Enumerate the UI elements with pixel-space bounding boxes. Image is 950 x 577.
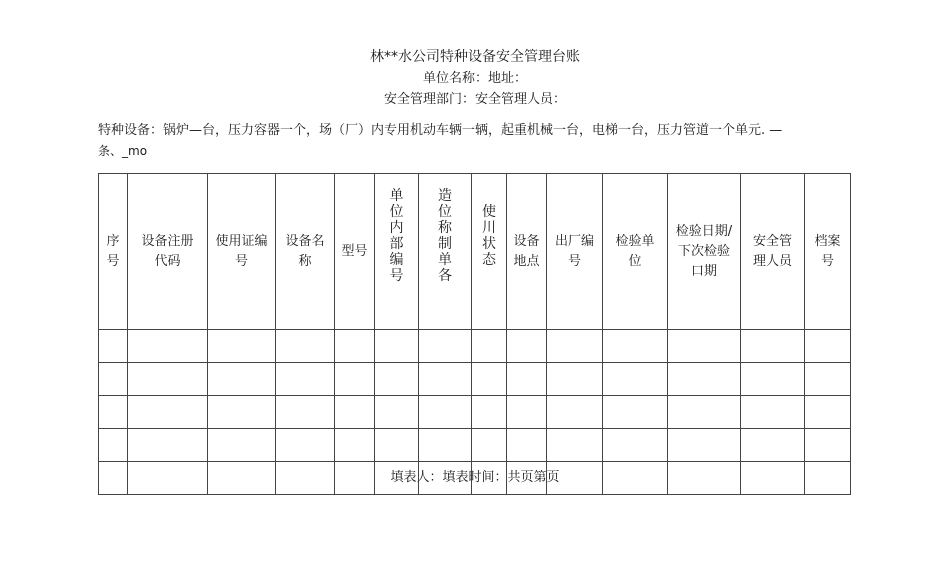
table-cell bbox=[419, 330, 472, 363]
table-cell bbox=[335, 396, 375, 429]
table-cell bbox=[375, 429, 419, 462]
table-cell bbox=[276, 396, 335, 429]
col-archive-number: 档案号 bbox=[805, 174, 851, 330]
table-cell bbox=[419, 363, 472, 396]
table-cell bbox=[805, 363, 851, 396]
unit-line: 单位名称：地址： bbox=[422, 71, 527, 86]
table-cell bbox=[668, 429, 741, 462]
table-cell bbox=[547, 330, 603, 363]
table-cell bbox=[507, 363, 547, 396]
table-cell bbox=[741, 396, 805, 429]
equipment-description bbox=[98, 120, 858, 162]
table-cell bbox=[208, 363, 276, 396]
table-cell bbox=[128, 363, 208, 396]
table-cell bbox=[276, 363, 335, 396]
table-cell bbox=[741, 363, 805, 396]
col-safety-manager: 安全管理人员 bbox=[741, 174, 805, 330]
table-cell bbox=[99, 363, 128, 396]
table-cell bbox=[472, 429, 507, 462]
footer-line: 填表人：填表时间：共页第页 bbox=[390, 470, 560, 485]
table-cell bbox=[603, 330, 668, 363]
table-cell bbox=[128, 429, 208, 462]
table-cell bbox=[276, 429, 335, 462]
table-cell bbox=[547, 396, 603, 429]
table-cell bbox=[603, 363, 668, 396]
col-model: 型号 bbox=[335, 174, 375, 330]
col-inspection-date: 检验日期/下次检验口期 bbox=[668, 174, 741, 330]
description-line-2: 条、_mo bbox=[98, 144, 148, 158]
table-cell bbox=[128, 330, 208, 363]
dept-line: 安全管理部门：安全管理人员： bbox=[383, 92, 566, 107]
table-cell bbox=[507, 396, 547, 429]
col-equipment-name: 设备名称 bbox=[276, 174, 335, 330]
table-cell bbox=[375, 363, 419, 396]
table-cell bbox=[603, 396, 668, 429]
table-cell bbox=[668, 363, 741, 396]
table-cell bbox=[741, 429, 805, 462]
header-row bbox=[99, 174, 851, 330]
table-cell bbox=[805, 429, 851, 462]
col-status: 使川状态 bbox=[472, 174, 507, 330]
table-cell bbox=[335, 363, 375, 396]
table-row bbox=[99, 363, 851, 396]
table-row bbox=[99, 396, 851, 429]
table-cell bbox=[208, 396, 276, 429]
table-cell bbox=[419, 396, 472, 429]
table-cell bbox=[375, 396, 419, 429]
table-cell bbox=[375, 330, 419, 363]
table-row bbox=[99, 330, 851, 363]
col-register-code: 设备注册代码 bbox=[128, 174, 208, 330]
table-cell bbox=[335, 330, 375, 363]
table-cell bbox=[419, 429, 472, 462]
col-inspection-unit: 检验单位 bbox=[603, 174, 668, 330]
col-manufacturer: 造位称制单各 bbox=[419, 174, 472, 330]
table-cell bbox=[547, 429, 603, 462]
table-cell bbox=[99, 330, 128, 363]
table-cell bbox=[507, 330, 547, 363]
table-cell bbox=[741, 330, 805, 363]
table-cell bbox=[472, 363, 507, 396]
table-cell bbox=[99, 396, 128, 429]
table-cell bbox=[128, 396, 208, 429]
col-location: 设备地点 bbox=[507, 174, 547, 330]
table-cell bbox=[208, 330, 276, 363]
table-cell bbox=[472, 330, 507, 363]
col-cert-number: 使用证编号 bbox=[208, 174, 276, 330]
table-cell bbox=[507, 429, 547, 462]
table-cell bbox=[547, 363, 603, 396]
table-cell bbox=[603, 429, 668, 462]
table-cell bbox=[668, 330, 741, 363]
table-cell bbox=[335, 429, 375, 462]
col-internal-number: 单位内部编号 bbox=[375, 174, 419, 330]
description-line-1: 特种设备：锅炉—台，压力容器一个，场（厂）内专用机动车辆一辆，起重机械一台，电梯一台，压力管道一个单元. — bbox=[98, 123, 783, 138]
col-serial-number: 出厂编号 bbox=[547, 174, 603, 330]
table-cell bbox=[805, 330, 851, 363]
table-row bbox=[99, 429, 851, 462]
table-cell bbox=[805, 396, 851, 429]
table-cell bbox=[668, 396, 741, 429]
page-title: 林**水公司特种设备安全管理台账 bbox=[370, 49, 580, 65]
table-cell bbox=[276, 330, 335, 363]
table-cell bbox=[99, 429, 128, 462]
ledger-table bbox=[98, 173, 851, 495]
table-cell bbox=[472, 396, 507, 429]
table-cell bbox=[208, 429, 276, 462]
col-seq: 序号 bbox=[99, 174, 128, 330]
